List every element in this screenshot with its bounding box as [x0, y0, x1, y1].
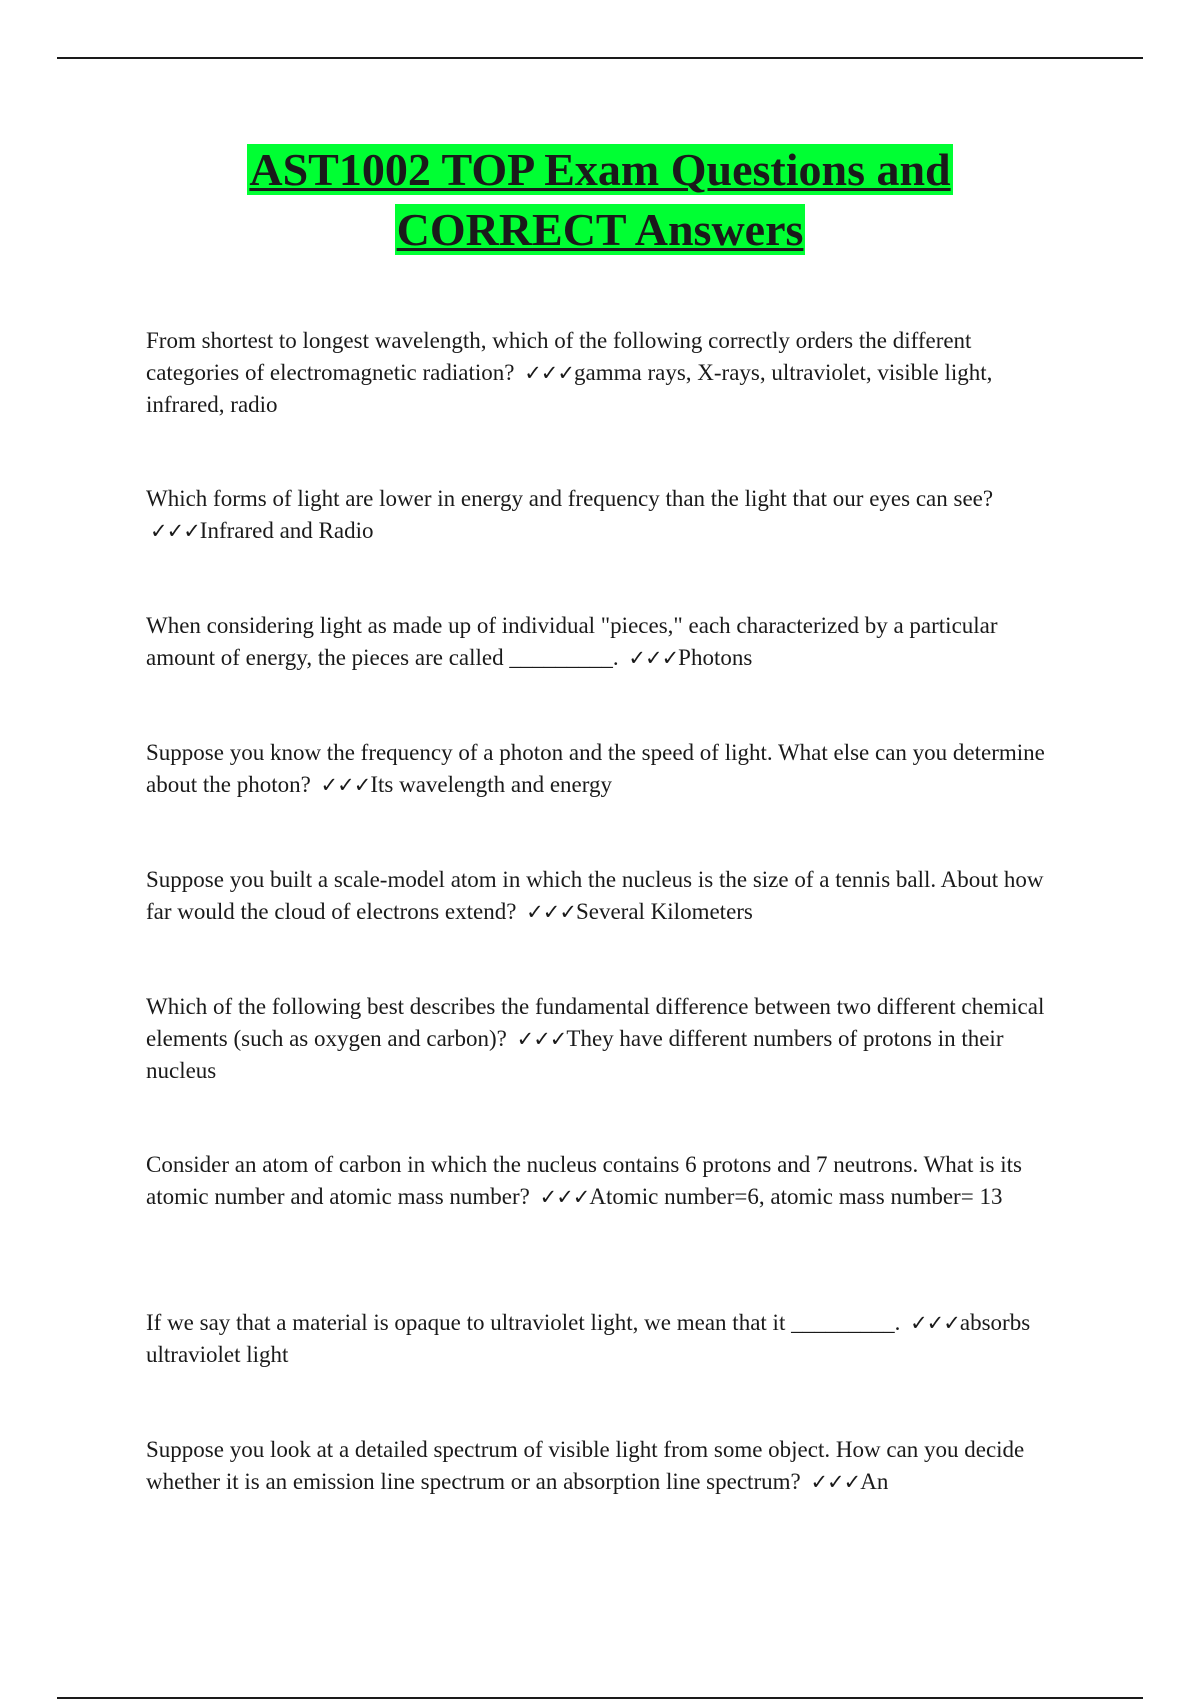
checkmark-icon: ✓✓✓	[524, 361, 574, 385]
checkmark-icon: ✓✓✓	[150, 519, 200, 543]
answer-text: Atomic number=6, atomic mass number= 13	[589, 1184, 1003, 1209]
title-line-2: CORRECT Answers	[396, 204, 804, 255]
checkmark-icon: ✓✓✓	[539, 1185, 590, 1209]
bottom-rule	[57, 1697, 1143, 1699]
question-text: Suppose you built a scale-model atom in which the nucleus is the size of a tennis ball. About how far would the cloud of electrons extend?	[146, 867, 1044, 924]
answer-text: Several Kilometers	[575, 899, 753, 924]
qa-item	[146, 483, 1046, 547]
question-text: If we say that a material is opaque to ultraviolet light, we mean that it _________.	[146, 1310, 901, 1335]
qa-item	[146, 991, 1046, 1087]
qa-item	[146, 610, 1046, 674]
answer-text: An	[860, 1469, 889, 1494]
question-text: Suppose you know the frequency of a photon and the speed of light. What else can you determine about the photon?	[146, 740, 1045, 797]
answer-text: Infrared and Radio	[199, 518, 374, 543]
title-line-1: AST1002 TOP Exam Questions and	[249, 144, 951, 195]
qa-item	[146, 737, 1046, 801]
qa-item	[146, 1149, 1046, 1245]
checkmark-icon: ✓✓✓	[910, 1311, 960, 1335]
question-text: Which forms of light are lower in energy and frequency than the light that our eyes can see?	[146, 486, 994, 511]
checkmark-icon: ✓✓✓	[628, 646, 679, 670]
top-rule	[57, 57, 1143, 59]
qa-item	[146, 864, 1046, 928]
checkmark-icon: ✓✓✓	[320, 773, 371, 797]
question-text: When considering light as made up of individual "pieces," each characterized by a particular amount of energy, the pieces are called _________.	[146, 613, 998, 670]
qa-item	[146, 1307, 1046, 1371]
question-text: Suppose you look at a detailed spectrum of visible light from some object. How can you decide whether it is an emission line spectrum or an absorption line spectrum?	[146, 1437, 1025, 1494]
answer-text: Photons	[678, 645, 753, 670]
checkmark-icon: ✓✓✓	[810, 1470, 861, 1494]
answer-text: They have different numbers of protons in their nucleus	[146, 1026, 1004, 1083]
qa-item	[146, 325, 1046, 421]
document-title	[0, 140, 1200, 260]
question-text: Which of the following best describes the fundamental difference between two different chemical elements (such as oxygen and carbon)?	[146, 994, 1045, 1051]
qa-list	[146, 325, 1046, 1561]
answer-text: gamma rays, X-rays, ultraviolet, visible light, infrared, radio	[146, 360, 993, 417]
checkmark-icon: ✓✓✓	[516, 1027, 567, 1051]
qa-item	[146, 1434, 1046, 1498]
question-text: Consider an atom of carbon in which the nucleus contains 6 protons and 7 neutrons. What is its atomic number and atomic mass number?	[146, 1152, 1022, 1209]
question-text: From shortest to longest wavelength, which of the following correctly orders the different categories of electromagnetic radiation?	[146, 328, 972, 385]
checkmark-icon: ✓✓✓	[526, 900, 576, 924]
answer-text: Its wavelength and energy	[370, 772, 612, 797]
answer-text: absorbs ultraviolet light	[146, 1310, 1031, 1367]
